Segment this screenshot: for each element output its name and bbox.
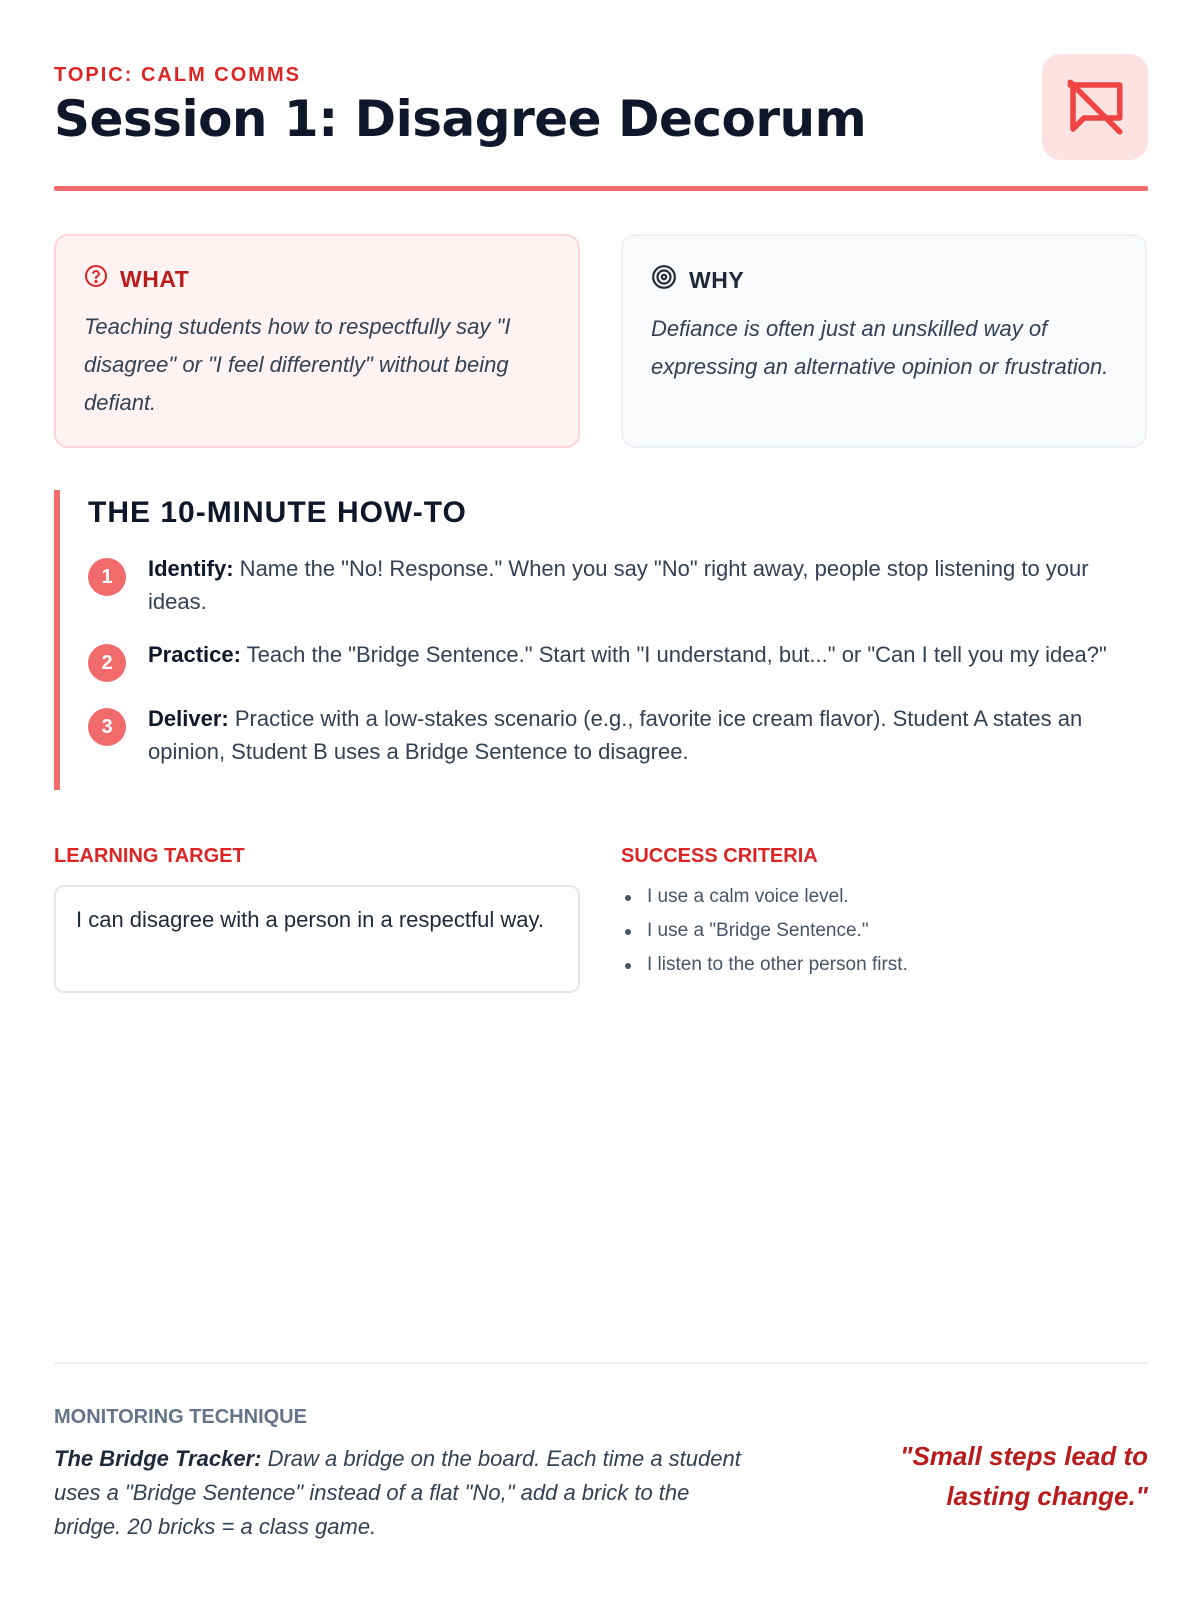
monitoring-text — [54, 1442, 754, 1544]
step-lead: Practice: — [148, 642, 241, 667]
step-text — [148, 702, 1148, 768]
step-body: Teach the "Bridge Sentence." Start with "I understand, but..." or "Can I tell you my idea?" — [240, 642, 1107, 667]
why-heading — [651, 264, 1117, 296]
step-number: 3 — [88, 708, 126, 746]
howto-title: THE 10-MINUTE HOW-TO — [88, 496, 467, 529]
footer-divider — [54, 1362, 1148, 1364]
what-label: WHAT — [120, 265, 190, 292]
step-text — [148, 638, 1107, 671]
what-text: Teaching students how to respectfully say "I disagree" or "I feel differently" without being defiant. — [84, 314, 511, 415]
step-number: 2 — [88, 644, 126, 682]
header-divider — [54, 186, 1148, 191]
what-card — [54, 234, 580, 448]
step-item — [88, 638, 1148, 682]
step-lead: Identify: — [148, 556, 234, 581]
message-off-icon — [1042, 54, 1148, 160]
list-item: I use a calm voice level. — [621, 880, 908, 914]
monitoring-label: MONITORING TECHNIQUE — [54, 1406, 307, 1428]
topic-label: TOPIC: CALM COMMS — [54, 64, 301, 86]
monitoring-lead: The Bridge Tracker: — [54, 1446, 262, 1471]
howto-steps — [88, 552, 1148, 768]
why-text: Defiance is often just an unskilled way of expressing an alternative opinion or frustration. — [651, 316, 1109, 379]
step-body: Practice with a low-stakes scenario (e.g., favorite ice cream flavor). Student A states an opinion, Student B uses a Bridge Sentence to disagree. — [148, 706, 1083, 764]
step-item — [88, 552, 1148, 618]
what-heading — [84, 264, 550, 294]
step-lead: Deliver: — [148, 706, 229, 731]
help-circle-icon — [84, 264, 108, 294]
step-body: Name the "No! Response." When you say "No" right away, people stop listening to your ideas. — [148, 556, 1089, 614]
page-title: Session 1: Disagree Decorum — [54, 90, 867, 148]
target-icon — [651, 264, 677, 296]
step-number: 1 — [88, 558, 126, 596]
learning-target-label: LEARNING TARGET — [54, 845, 245, 867]
header — [54, 62, 1148, 192]
step-item — [88, 702, 1148, 768]
monitoring-body: Draw a bridge on the board. Each time a student uses a "Bridge Sentence" instead of a flat "No," add a brick to the bridge. 20 bricks = a class game. — [54, 1446, 741, 1539]
lesson-page — [54, 0, 1148, 1600]
howto-section — [54, 490, 1148, 790]
list-item: I use a "Bridge Sentence." — [621, 914, 908, 948]
learning-target-box: I can disagree with a person in a respectful way. — [54, 885, 580, 993]
success-criteria-label: SUCCESS CRITERIA — [621, 845, 818, 867]
step-text — [148, 552, 1148, 618]
why-card — [621, 234, 1147, 448]
list-item: I listen to the other person first. — [621, 948, 908, 982]
why-label: WHY — [689, 266, 745, 293]
closing-quote: "Small steps lead to lasting change." — [900, 1441, 1148, 1511]
success-criteria-list — [621, 880, 908, 982]
